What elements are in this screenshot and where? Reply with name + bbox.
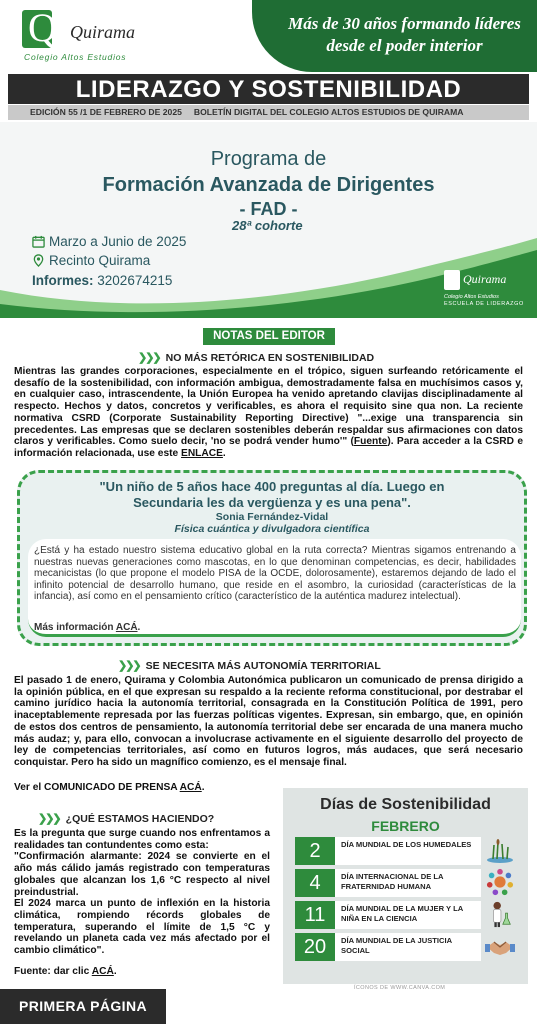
day-label: DÍA MUNDIAL DE LOS HUMEDALES [341, 840, 472, 849]
section-heading-doing [38, 812, 214, 825]
day-number: 11 [295, 901, 335, 929]
program-line-1: Programa de [210, 148, 327, 170]
rhetoric-paragraph [14, 366, 523, 460]
info-label: Informes: [32, 273, 94, 288]
day-label: DÍA MUNDIAL DE LA JUSTICIA SOCIAL [341, 936, 452, 955]
press-release-line [14, 782, 314, 794]
day-number: 2 [295, 837, 335, 865]
logo-subtitle: Colegio Altos Estudios [24, 52, 127, 62]
wetland-icon [485, 837, 515, 865]
csrd-link[interactable]: ENLACE [181, 447, 223, 459]
program-acronym: - FAD - [239, 199, 298, 219]
double-chevron-icon: ❯❯❯ [38, 813, 60, 825]
newsletter-title: LIDERAZGO Y SOSTENIBILIDAD [8, 74, 529, 104]
day-number: 20 [295, 933, 335, 961]
paragraph-text: ). Para acceder a la CSRD e información relacionada, use este [14, 436, 523, 459]
doing-quote-2: El 2024 marca un punto de inflexión en la historia climática, rompiendo récords globales de temperatura, superando el límite de 1,5 °C y revelando un planeta cada vez más afectado por el cambio climático". [14, 898, 270, 957]
program-place-text: Recinto Quirama [49, 253, 151, 268]
doing-source [14, 966, 270, 978]
double-chevron-icon: ❯❯❯ [138, 352, 160, 364]
day-row [295, 933, 481, 961]
heading-text: ¿QUÉ ESTAMOS HACIENDO? [65, 813, 215, 825]
autonomy-paragraph: El pasado 1 de enero, Quirama y Colombia Autonómica publicaron un comunicado de prensa dirigido a la opinión pública, en el que expresan su respaldo a la reciente reforma constitucional, por destrabar el camino jurídico hacia la autonomía territorial, consagrada en la Constitución Política de 1991, pero inaceptablemente represada por las fuerzas políticas vigentes. Expresan, sin embargo, que, en opinión de estos dos centros de pensamiento, la autonomía territorial debe ser encarada de una manera mucho más audaz; y, para ello, convocan a involucrase activamente en el siguiente desarrollo del proyecto de ley de competencias territoriales, así como en futuros logros, más audaces, que será necesario conquistar. Pero ha sido un magnífico comienzo, es el mensaje final. [14, 675, 523, 768]
day-label: DÍA MUNDIAL DE LA MUJER Y LA NIÑA EN LA CIENCIA [341, 904, 463, 923]
days-month: FEBRERO [371, 818, 440, 834]
quote-commentary: ¿Está y ha estado nuestro sistema educativo global en la ruta correcta? Mientras sigamos entrenando a nuestras nuevas generaciones como mascotas, en lo que denominan competencias, es decir, habilidades mecanicistas (lo que propone el modelo PISA de la OCDE, dolorosamente), estaremos dejando de lado el infinito potencial de desarrollo humano, que reside en el asombro, la curiosidad (características de la infancia), así como en el pensamiento crítico (característico de la auténtica madurez intelectual). [34, 545, 516, 603]
source-end: . [113, 966, 117, 977]
more-info [34, 622, 140, 633]
quote-commentary-card [28, 539, 521, 637]
logo-small-sub1: Colegio Altos Estudios [444, 294, 499, 300]
heading-text: NO MÁS RETÓRICA EN SOSTENIBILIDAD [165, 352, 375, 364]
slogan-line-1: Más de 30 años formando líderes [288, 14, 521, 33]
press-end: . [201, 782, 205, 793]
day-row [295, 837, 481, 865]
scientist-icon [485, 900, 515, 928]
editor-notes-badge: NOTAS DEL EDITOR [203, 328, 335, 345]
press-release-link[interactable]: ACÁ [179, 782, 202, 793]
section-heading-autonomy [118, 659, 381, 672]
fraternity-circle-icon [485, 868, 515, 896]
slogan-banner [252, 0, 537, 72]
day-number: 4 [295, 869, 335, 897]
program-cohort: 28ª cohorte [232, 218, 303, 233]
edition-date: EDICIÓN 55 /1 DE FEBRERO DE 2025 [30, 107, 182, 117]
quirama-logo [22, 5, 152, 64]
source-label: Fuente: dar clic [14, 966, 92, 977]
quote-author: Sonia Fernández-Vidal [215, 511, 329, 523]
day-label: DÍA INTERNACIONAL DE LA FRATERNIDAD HUMANA [341, 872, 444, 891]
slogan-line-2: desde el poder interior [326, 36, 483, 55]
logo-small-name: Quirama [463, 272, 507, 286]
program-dates-text: Marzo a Junio de 2025 [49, 234, 187, 249]
sustainability-days-card [283, 788, 528, 984]
quirama-school-logo [444, 270, 524, 310]
edition-bar [8, 105, 529, 120]
more-info-end: . [137, 622, 141, 633]
more-info-label: Más información [34, 622, 116, 633]
more-info-link[interactable]: ACÁ [115, 622, 138, 633]
day-row [295, 869, 481, 897]
logo-name: Quirama [70, 22, 136, 42]
program-name: Formación Avanzada de Dirigentes [102, 174, 435, 196]
paragraph-text: . [222, 447, 226, 459]
quote-line-1: "Un niño de 5 años hace 400 preguntas al día. Luego en [99, 479, 445, 494]
logo-q-letter: Q [28, 5, 57, 50]
bulletin-label: BOLETÍN DIGITAL DEL COLEGIO ALTOS ESTUDIOS DE QUIRAMA [193, 107, 464, 117]
paragraph-text: Mientras las grandes corporaciones, especialmente en el trópico, siguen surfeando retóricamente el desafío de la sostenibilidad, con información ambigua, demostradamente falsa en muchísimos casos y, en cualquier caso, intrascendente, la Unión Europea ha venido apretando clavijas disciplinadamente al respecto. Hechos y datos, concretos y verificables, es ahora el requisito sine qua non. La reciente normativa CSRD (Corporate Sustainability Reporting Directive) "...exige una transparencia sin precedentes. Las empresas que se declaren sostenibles deberán respaldar sus afirmaciones con datos claros y verificables. Como suelo decir, 'no se podrá vender humo'" ( [14, 366, 523, 448]
days-title: Días de Sostenibilidad [320, 796, 491, 813]
doing-source-link[interactable]: ACÁ [91, 966, 114, 977]
logo-small-square [444, 270, 460, 290]
quote-text [20, 479, 524, 511]
quote-box [17, 470, 527, 646]
doing-intro: Es la pregunta que surge cuando nos enfrentamos a realidades tan contundentes como esta: [14, 828, 270, 851]
quote-line-2: Secundaria les da vergüenza y es una pena". [133, 495, 411, 510]
logo-small-sub2: ESCUELA DE LIDERAZGO [444, 301, 524, 307]
heading-text: SE NECESITA MÁS AUTONOMÍA TERRITORIAL [145, 660, 381, 672]
source-link[interactable]: Fuente [353, 436, 388, 448]
section-heading-rhetoric [138, 351, 374, 364]
quote-author-role: Física cuántica y divulgadora científica [174, 523, 370, 535]
phone-number: 3202674215 [97, 273, 173, 288]
double-chevron-icon: ❯❯❯ [118, 660, 140, 672]
doing-quote-1: "Confirmación alarmante: 2024 se convierte en el año más cálido jamás registrado con temperaturas globales que alcanzan los 1,6 °C respecto al nivel preindustrial. [14, 851, 270, 898]
icons-credit: ÍCONOS DE WWW.CANVA.COM [354, 985, 446, 991]
handshake-icon [485, 933, 515, 961]
front-page-button[interactable]: PRIMERA PÁGINA [0, 989, 166, 1024]
doing-paragraph [14, 828, 270, 957]
day-row [295, 901, 481, 929]
press-label: Ver el COMUNICADO DE PRENSA [14, 782, 180, 793]
header [0, 0, 537, 74]
program-banner[interactable] [0, 122, 537, 318]
